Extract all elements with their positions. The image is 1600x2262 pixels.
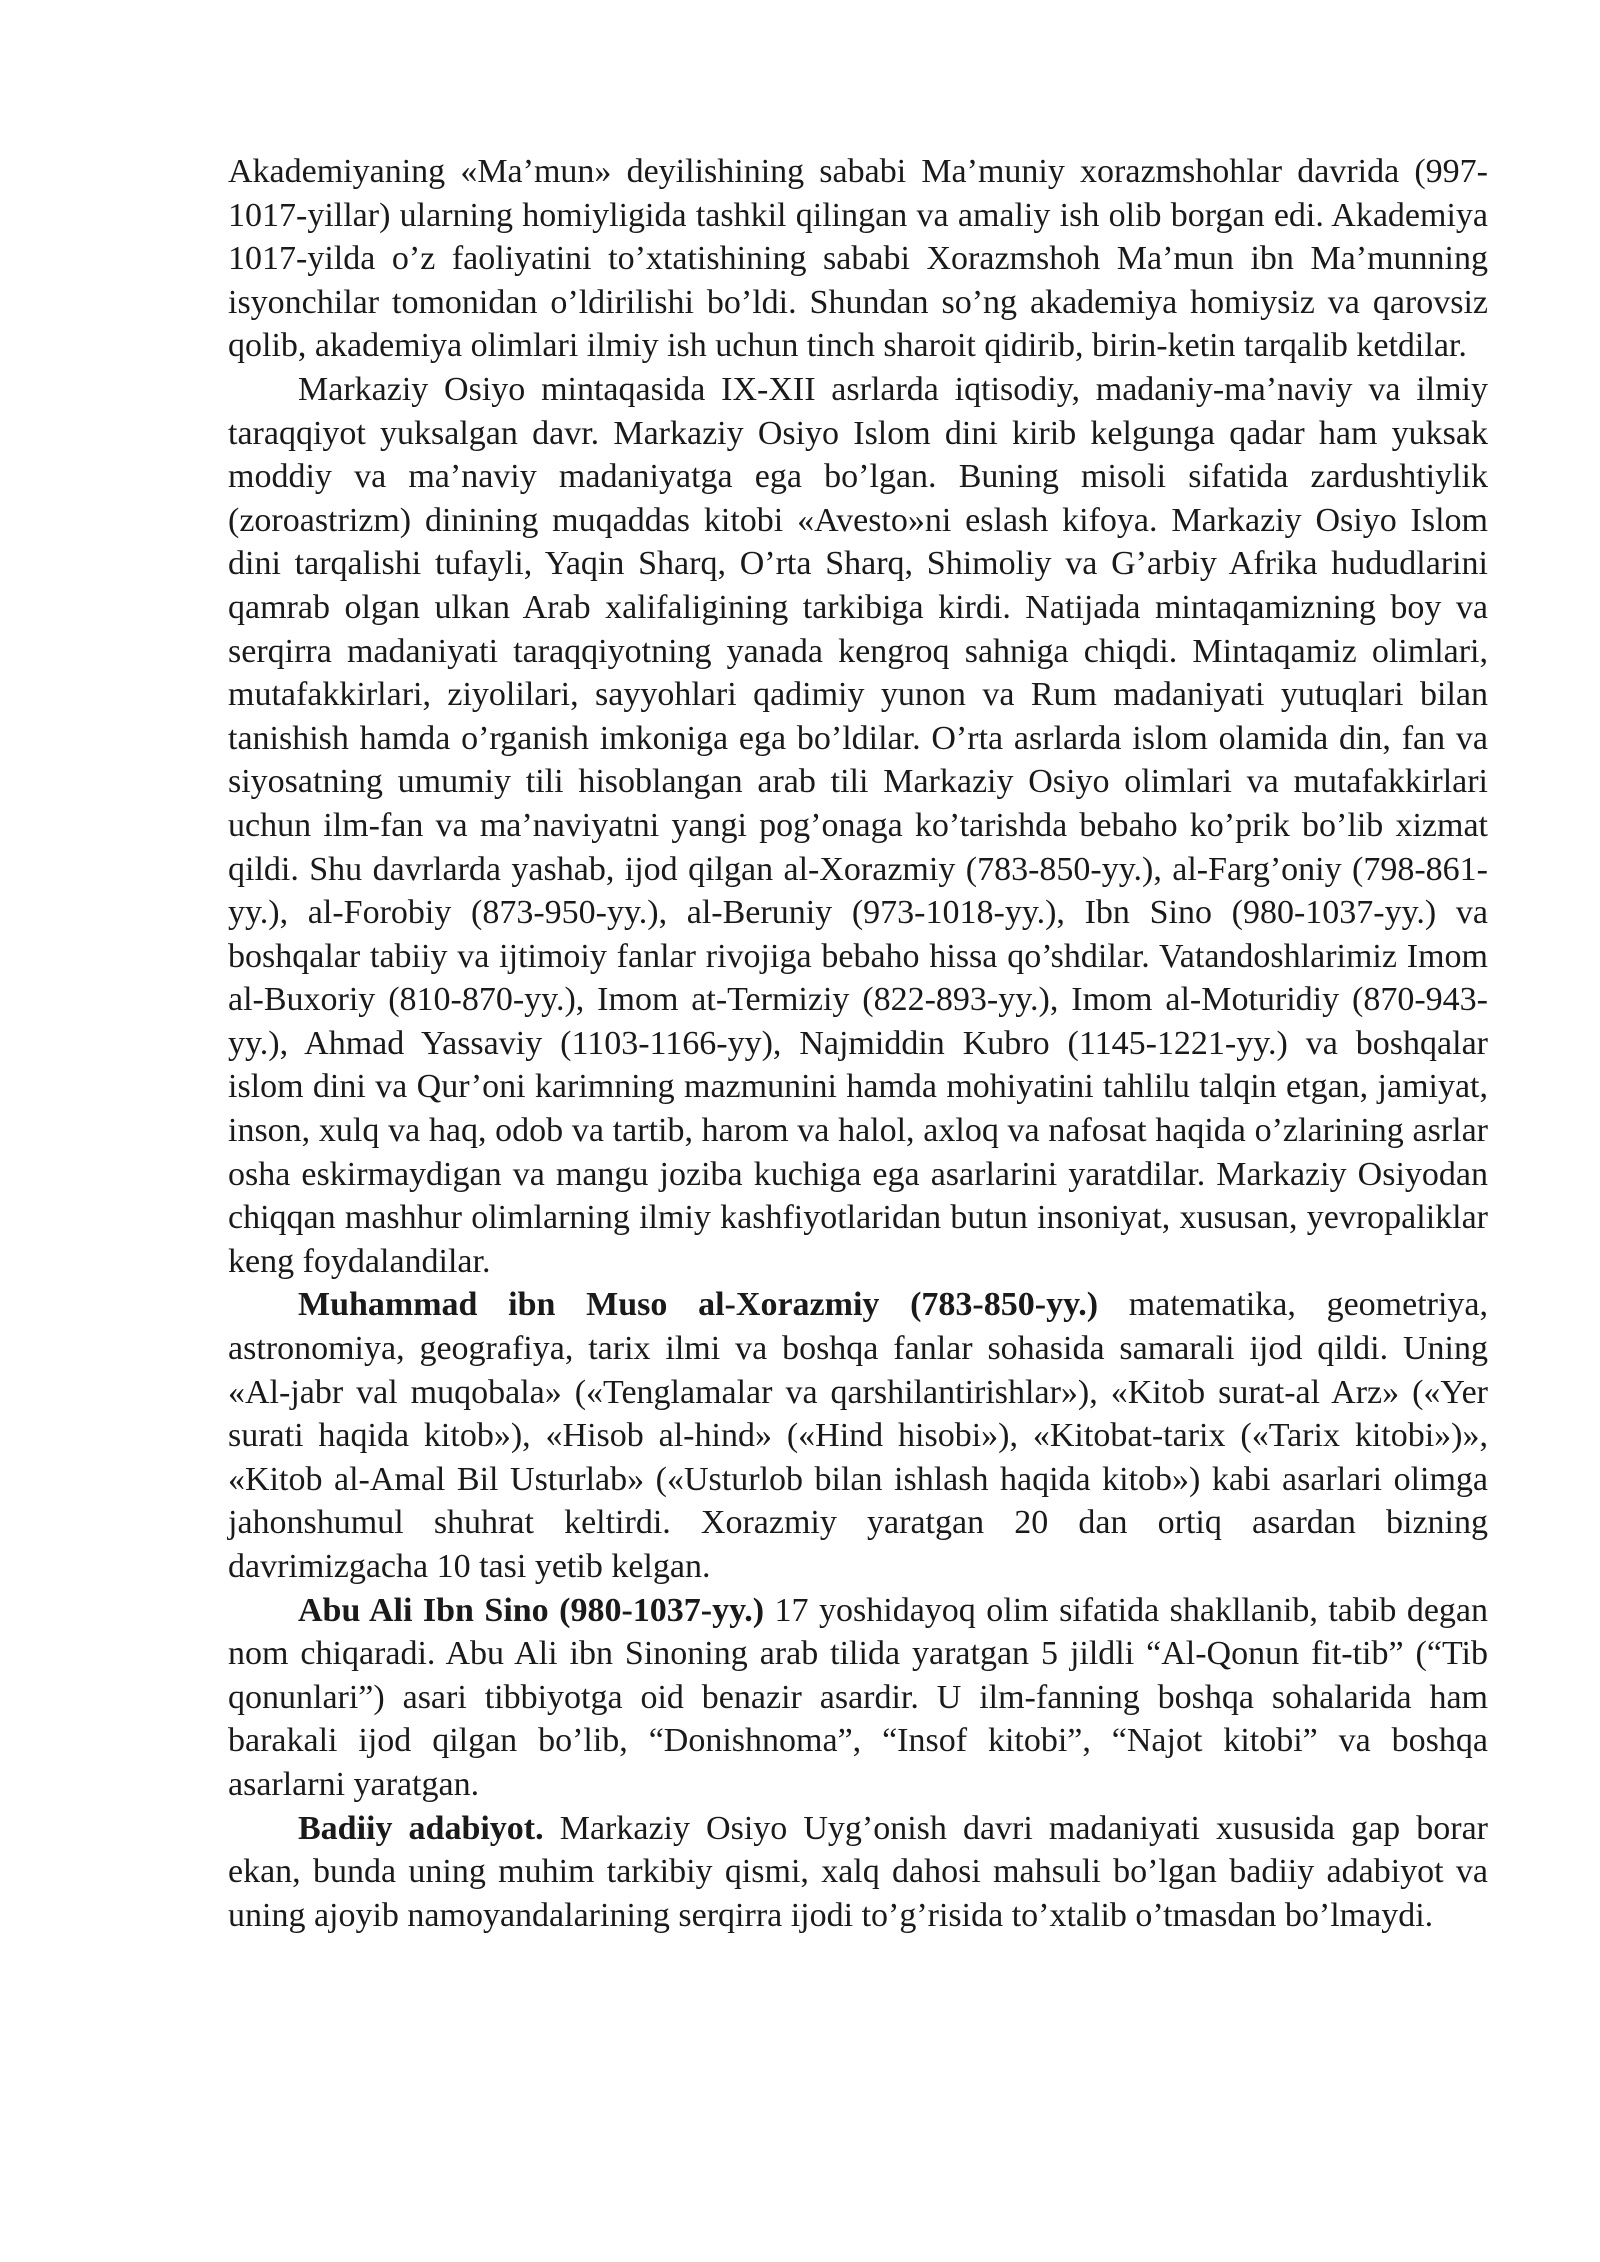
paragraph-central-asia-culture [228,368,1488,1283]
paragraph-text: Markaziy Osiyo Uyg’onish davri madaniyati xususida gap borar ekan, bunda uning muhim tarkibiy qismi, xalq dahosi mahsuli bo’lgan badiiy adabiyot va uning ajoyib namoyandalarining serqirra ijodi to’g’risida to’xtalib o’tmasdan bo’lmaydi. [228,1809,1488,1934]
paragraph-badiiy-adabiyot [228,1807,1488,1938]
paragraph-text: 17 yoshidayoq olim sifatida shakllanib, tabib degan nom chiqaradi. Abu Ali ibn Sinoning arab tilida yaratgan 5 jildli “Al-Qonun fit-tib” (“Tib qonunlari”) asari tibbiyotga oid benazir asardir. U ilm-fanning boshqa sohalarida ham barakali ijod qilgan bo’lib, “Donishnoma”, “Insof kitobi”, “Najot kitobi” va boshqa asarlarni yaratgan. [228,1591,1488,1803]
paragraph-al-xorazmiy [228,1283,1488,1588]
paragraph-text: Akademiyaning «Ma’mun» deyilishining sababi Ma’muniy xorazmshohlar davrida (997-1017-yillar) ularning homiyligida tashkil qilingan va amaliy ish olib borgan edi. Akademiya 1017-yilda o’z faoliyatini to’xtatishining sababi Xorazmshoh Ma’mun ibn Ma’munning isyonchilar tomonidan o’ldirilishi bo’ldi. Shundan so’ng akademiya homiysiz va qarovsiz qolib, akademiya olimlari ilmiy ish uchun tinch sharoit qidirib, birin-ketin tarqalib ketdilar. [228,153,1488,365]
paragraph-text: Markaziy Osiyo mintaqasida IX-XII asrlarda iqtisodiy, madaniy-ma’naviy va ilmiy taraqqiyot yuksalgan davr. Markaziy Osiyo Islom dini kirib kelgunga qadar ham yuksak moddiy va ma’naviy madaniyatga ega bo’lgan. Buning misoli sifatida zardushtiylik (zoroastrizm) dinining muqaddas kitobi «Avesto»ni eslash kifoya. Markaziy Osiyo Islom dini tarqalishi tufayli, Yaqin Sharq, O’rta Sharq, Shimoliy va G’arbiy Afrika hududlarini qamrab olgan ulkan Arab xalifaligining tarkibiga kirdi. Natijada mintaqamizning boy va serqirra madaniyati taraqqiyotning yanada kengroq sahniga chiqdi. Mintaqamiz olimlari, mutafakkirlari, ziyolilari, sayyohlari qadimiy yunon va Rum madaniyati yutuqlari bilan tanishish hamda o’rganish imkoniga ega bo’ldilar. O’rta asrlarda islom olamida din, fan va siyosatning umumiy tili hisoblangan arab tili Markaziy Osiyo olimlari va mutafakkirlari uchun ilm-fan va ma’naviyatni yangi pog’onaga ko’tarishda bebaho ko’prik bo’lib xizmat qildi. Shu davrlarda yashab, ijod qilgan al-Xorazmiy (783-850-yy.), al-Farg’oniy (798-861-yy.), al-Forobiy (873-950-yy.), al-Beruniy (973-1018-yy.), Ibn Sino (980-1037-yy.) va boshqalar tabiiy va ijtimoiy fanlar rivojiga bebaho hissa qo’shdilar. Vatandoshlarimiz Imom al-Buxoriy (810-870-yy.), Imom at-Termiziy (822-893-yy.), Imom al-Moturidiy (870-943-yy.), Ahmad Yassaviy (1103-1166-yy), Najmiddin Kubro (1145-1221-yy.) va boshqalar islom dini va Qur’oni karimning mazmunini hamda mohiyatini tahlilu talqin etgan, jamiyat, inson, xulq va haq, odob va tartib, harom va halol, axloq va nafosat haqida o’zlarining asrlar osha eskirmaydigan va mangu joziba kuchiga ega asarlarini yaratdilar. Markaziy Osiyodan chiqqan mashhur olimlarning ilmiy kashfiyotlaridan butun insoniyat, xususan, yevropaliklar keng foydalandilar. [228,370,1488,1280]
paragraph-lead-heading: Badiiy adabiyot. [298,1809,544,1847]
paragraph-lead-heading: Muhammad ibn Muso al-Xorazmiy (783-850-yy.) [298,1286,1099,1324]
paragraph-lead-heading: Abu Ali Ibn Sino (980-1037-yy.) [298,1591,765,1629]
paragraph-academy-mamun [228,150,1488,368]
paragraph-ibn-sino [228,1589,1488,1807]
paragraph-text: matematika, geometriya, astronomiya, geografiya, tarix ilmi va boshqa fanlar sohasida samarali ijod qildi. Uning «Al-jabr val muqobala» («Tenglamalar va qarshilantirishlar»), «Kitob surat-al Arz» («Yer surati haqida kitob»), «Hisob al-hind» («Hind hisobi»), «Kitobat-tarix («Tarix kitobi»)», «Kitob al-Amal Bil Usturlab» («Usturlob bilan ishlash haqida kitob») kabi asarlari olimga jahonshumul shuhrat keltirdi. Xorazmiy yaratgan 20 dan ortiq asardan bizning davrimizgacha 10 tasi yetib kelgan. [228,1286,1488,1585]
document-page [228,150,1488,1937]
